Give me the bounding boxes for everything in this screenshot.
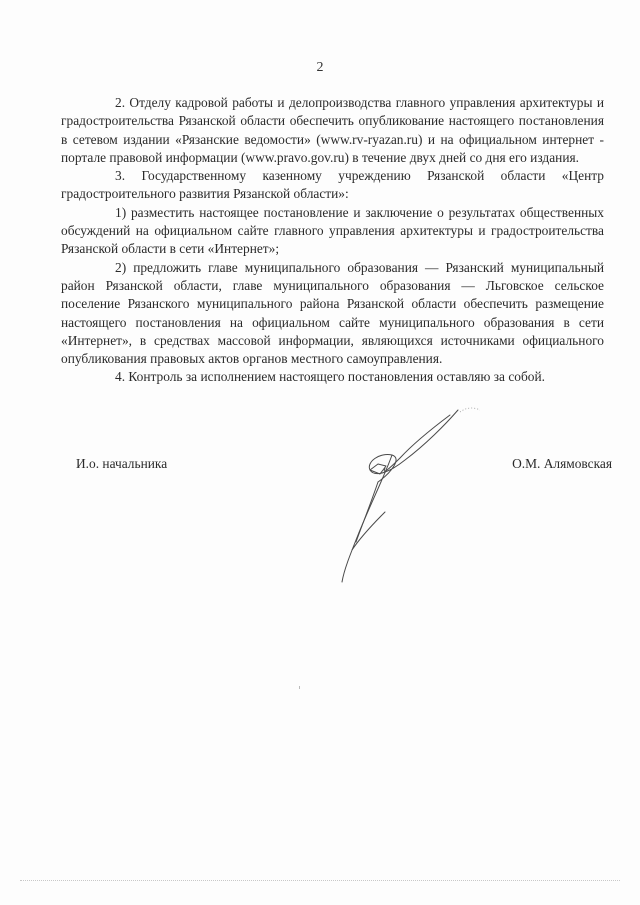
signatory-name: О.М. Алямовская	[512, 456, 612, 471]
paragraph-subitem-2: 2) предложить главе муниципального образования — Рязанский муниципальный район Рязанской области, главе муниципального образования — Льговское сельское поселение Рязанского муниципального района Рязанской области обеспечить размещение настоящего постановления на официальном сайте муниципального образования в сети «Интернет», в средствах массовой информации, являющихся источниками официального опубликования правовых актов органов местного самоуправления.	[61, 259, 604, 367]
document-body	[61, 94, 604, 387]
paragraph-item-3: 3. Государственному казенному учреждению Рязанской области «Центр градостроительного развития Рязанской области»:	[61, 168, 604, 202]
page-number: 2	[316, 60, 324, 75]
handwritten-signature	[330, 400, 480, 600]
paragraph-subitem-1: 1) разместить настоящее постановление и заключение о результатах общественных обсуждений на официальном сайте главного управления архитектуры и градостроительства Рязанской области в сети «Интернет»;	[61, 204, 604, 257]
scan-speck	[299, 686, 300, 689]
scan-edge-line	[20, 880, 620, 881]
paragraph-item-2: 2. Отделу кадровой работы и делопроизводства главного управления архитектуры и градостроительства Рязанской области обеспечить опубликование настоящего постановления в сетевом издании «Рязанские ведомости» (www.rv-ryazan.ru) и на официальном интернет - портале правовой информации (www.pravo.gov.ru) в течение двух дней со дня его издания.	[61, 95, 604, 165]
signatory-title: И.о. начальника	[76, 456, 168, 471]
paragraph-item-4: 4. Контроль за исполнением настоящего постановления оставляю за собой.	[115, 369, 546, 385]
